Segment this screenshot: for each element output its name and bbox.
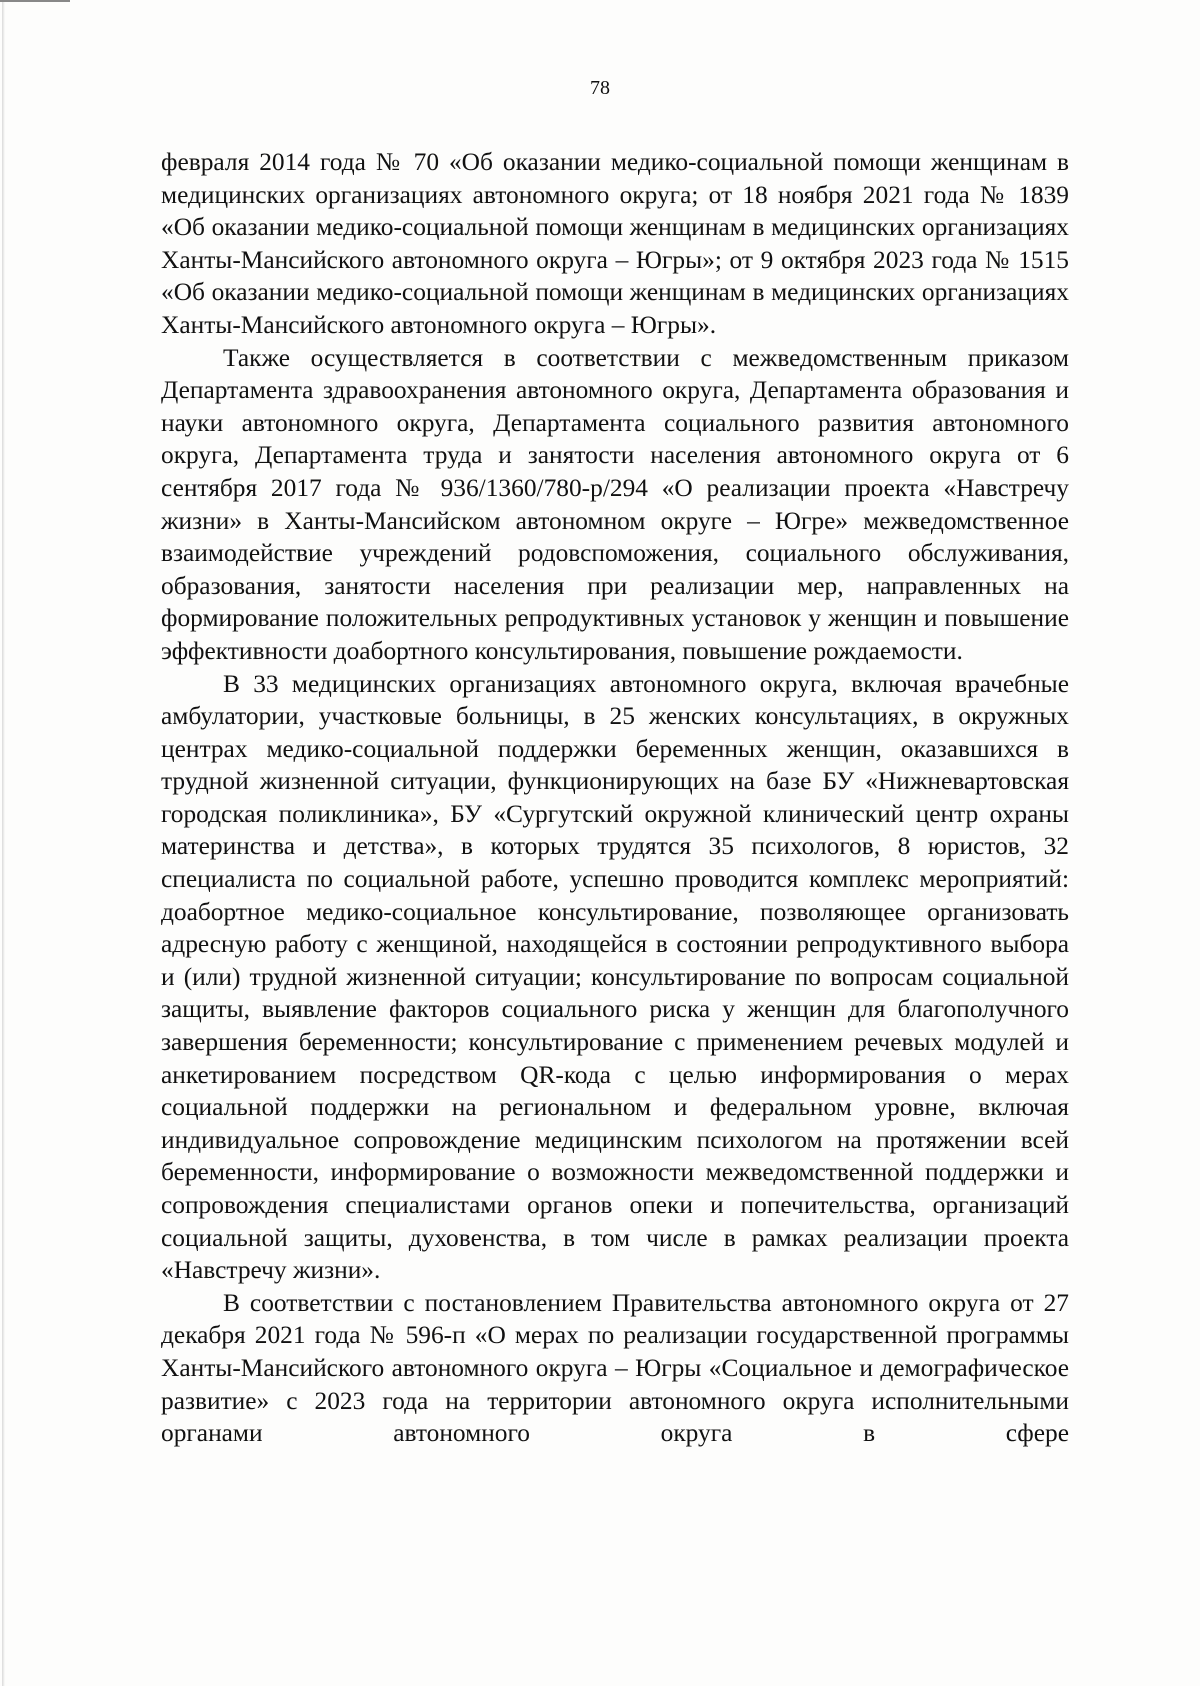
- page-number: 78: [590, 77, 610, 99]
- scan-top-mark: [0, 0, 70, 2]
- document-body: [161, 146, 1069, 1450]
- paragraph-2: Также осуществляется в соответствии с межведомственным приказом Департамента здравоохранения автономного округа, Департамента образования и науки автономного округа, Департамента социального развития автономного округа, Департамента труда и занятости населения автономного округа от 6 сентября 2017 года № 936/1360/780-р/294 «О реализации проекта «Навстречу жизни» в Ханты-Мансийском автономном округе – Югре» межведомственное взаимодействие учреждений родовспоможения, социального обслуживания, образования, занятости населения при реализации мер, направленных на формирование положительных репродуктивных установок у женщин и повышение эффективности доабортного консультирования, повышение рождаемости.: [161, 343, 1069, 665]
- paragraph-4: В соответствии с постановлением Правительства автономного округа от 27 декабря 2021 года № 596-п «О мерах по реализации государственной программы Ханты-Мансийского автономного округа – Югры «Социальное и демографическое развитие» с 2023 года на территории автономного округа исполнительными органами автономного округа в сфере: [161, 1288, 1069, 1448]
- scan-left-edge: [2, 0, 5, 1686]
- paragraph-3: В 33 медицинских организациях автономного округа, включая врачебные амбулатории, участковые больницы, в 25 женских консультациях, в окружных центрах медико-социальной поддержки беременных женщин, оказавшихся в трудной жизненной ситуации, функционирующих на базе БУ «Нижневартовская городская поликлиника», БУ «Сургутский окружной клинический центр охраны материнства и детства», в которых трудятся 35 психологов, 8 юристов, 32 специалиста по социальной работе, успешно проводится комплекс мероприятий: доабортное медико-социальное консультирование, позволяющее организовать адресную работу с женщиной, находящейся в состоянии репродуктивного выбора и (или) трудной жизненной ситуации; консультирование по вопросам социальной защиты, выявление факторов социального риска у женщин для благополучного завершения беременности; консультирование с применением речевых модулей и анкетированием посредством QR-кода с целью информирования о мерах социальной поддержки на региональном и федеральном уровне, включая индивидуальное сопровождение медицинским психологом на протяжении всей беременности, информирование о возможности межведомственной поддержки и сопровождения специалистами органов опеки и попечительства, организаций социальной защиты, духовенства, в том числе в рамках реализации проекта «Навстречу жизни».: [161, 669, 1069, 1285]
- paragraph-1: февраля 2014 года № 70 «Об оказании медико-социальной помощи женщинам в медицинских организациях автономного округа; от 18 ноября 2021 года № 1839 «Об оказании медико-социальной помощи женщинам в медицинских организациях Ханты-Мансийского автономного округа – Югры»; от 9 октября 2023 года № 1515 «Об оказании медико-социальной помощи женщинам в медицинских организациях Ханты-Мансийского автономного округа – Югры».: [161, 148, 1069, 339]
